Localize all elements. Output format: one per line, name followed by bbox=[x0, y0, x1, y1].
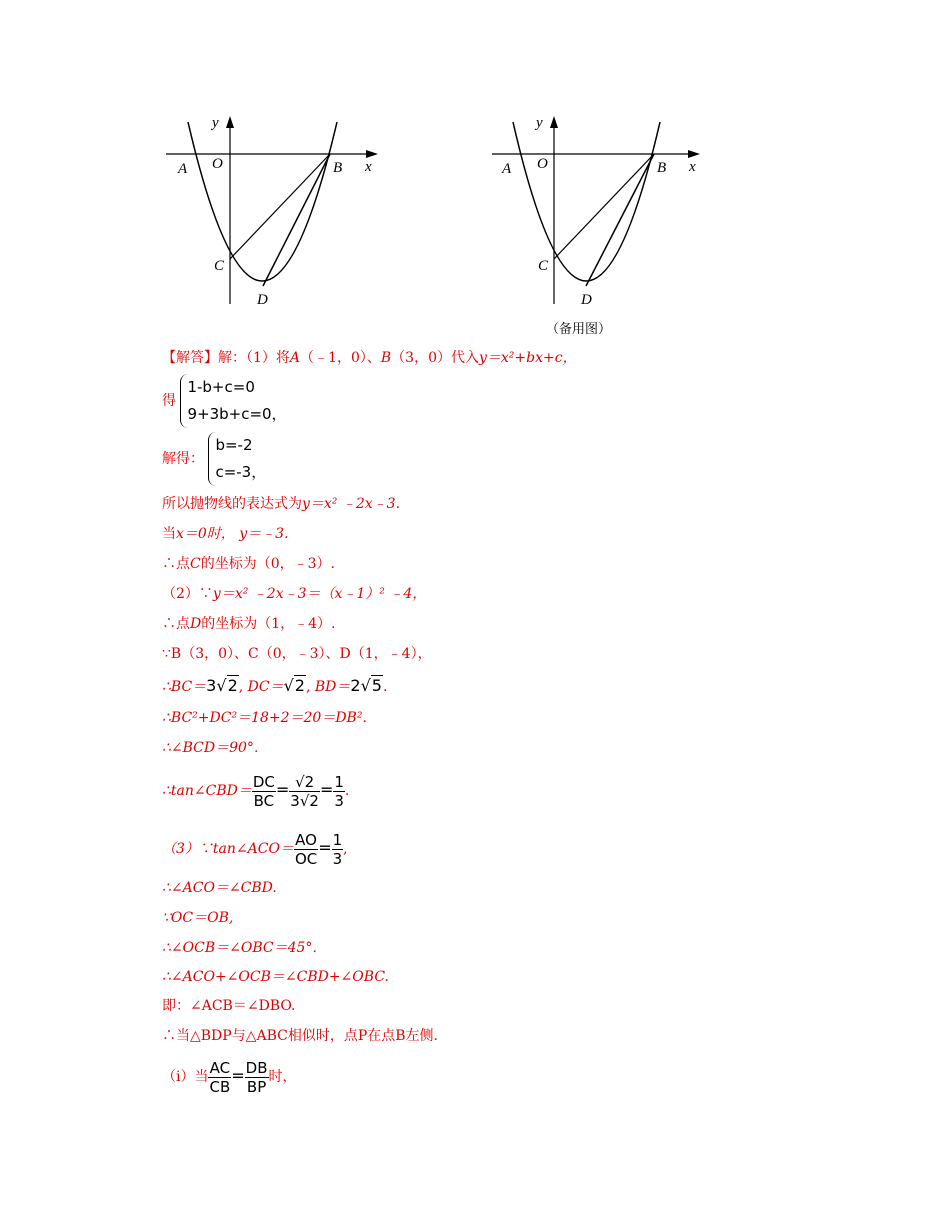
solution-line-1: 【解答】解：（1）将A（﹣1，0）、B（3，0）代入y＝x²+bx+c， bbox=[162, 350, 577, 366]
solution-system-2: 解得： b=-2 c=-3， bbox=[162, 432, 266, 486]
svg-text:D: D bbox=[581, 292, 592, 308]
label-o: O bbox=[212, 156, 223, 172]
solution-line-16: ∵OC＝OB, bbox=[162, 910, 234, 926]
solution-line-6: ∴点C的坐标为（0，﹣3）. bbox=[162, 556, 335, 572]
solution-line-7: （2）∵y＝x² ﹣2x﹣3＝（x﹣1）² ﹣4， bbox=[162, 586, 427, 602]
solution-line-10: ∴BC＝3√2, DC＝√2, BD＝2√5. bbox=[162, 676, 388, 695]
svg-text:O: O bbox=[537, 156, 548, 172]
solution-line-14: （3）∵tan∠ACO＝ $\frac{AO}{OC}$ = $\frac{1}{3}$ , bbox=[162, 830, 348, 868]
solution-line-15: ∴∠ACO＝∠CBD. bbox=[162, 880, 277, 896]
label-x: x bbox=[365, 159, 372, 175]
label-a: A bbox=[178, 161, 188, 177]
segment-bd bbox=[263, 154, 330, 286]
solution-line-13: ∴tan∠CBD＝ $\frac{DC}{BC}$ = $\frac{√2}{3√2}$ = $\frac{1}{3}$ . bbox=[162, 772, 350, 810]
svg-text:C: C bbox=[538, 258, 549, 274]
label-d: D bbox=[257, 292, 268, 308]
solution-line-18: ∴∠ACO+∠OCB＝∠CBD+∠OBC. bbox=[162, 969, 389, 985]
svg-text:y: y bbox=[536, 115, 543, 131]
solution-line-17: ∴∠OCB＝∠OBC＝45°． bbox=[162, 940, 327, 956]
solution-line-5: 当x＝0时， y＝﹣3. bbox=[162, 526, 289, 542]
solution-line-4: 所以抛物线的表达式为y＝x² ﹣2x﹣3. bbox=[162, 496, 401, 512]
solution-line-12: ∴∠BCD＝90°． bbox=[162, 740, 268, 756]
solution-line-19: 即：∠ACB＝∠DBO. bbox=[162, 998, 296, 1014]
label-b: B bbox=[333, 160, 343, 176]
solution-system-1: 得 1-b+c=0 9+3b+c=0， bbox=[162, 374, 287, 428]
solution-line-11: ∴BC²+DC²＝18+2＝20＝DB². bbox=[162, 710, 367, 726]
parabola-figure-left bbox=[160, 110, 390, 310]
label-y: y bbox=[212, 115, 219, 131]
svg-text:A: A bbox=[502, 161, 512, 177]
parabola-curve bbox=[188, 122, 337, 281]
solution-line-20: ∴当△BDP与△ABC相似时，点P在点B左侧. bbox=[162, 1028, 438, 1044]
segment-bc bbox=[230, 154, 330, 259]
svg-text:x: x bbox=[689, 159, 696, 175]
label-c: C bbox=[214, 258, 225, 274]
solution-line-21: （i）当 $\frac{AC}{CB}$ = $\frac{DB}{BP}$ 时， bbox=[162, 1058, 297, 1096]
svg-text:B: B bbox=[657, 160, 667, 176]
solution-line-9: ∵B（3，0）、C（0，﹣3）、D（1，﹣4）， bbox=[162, 646, 432, 662]
figure-caption: （备用图） bbox=[546, 322, 612, 337]
parabola-figure-right bbox=[486, 110, 716, 310]
solution-line-8: ∴点D的坐标为（1，﹣4）. bbox=[162, 616, 336, 632]
